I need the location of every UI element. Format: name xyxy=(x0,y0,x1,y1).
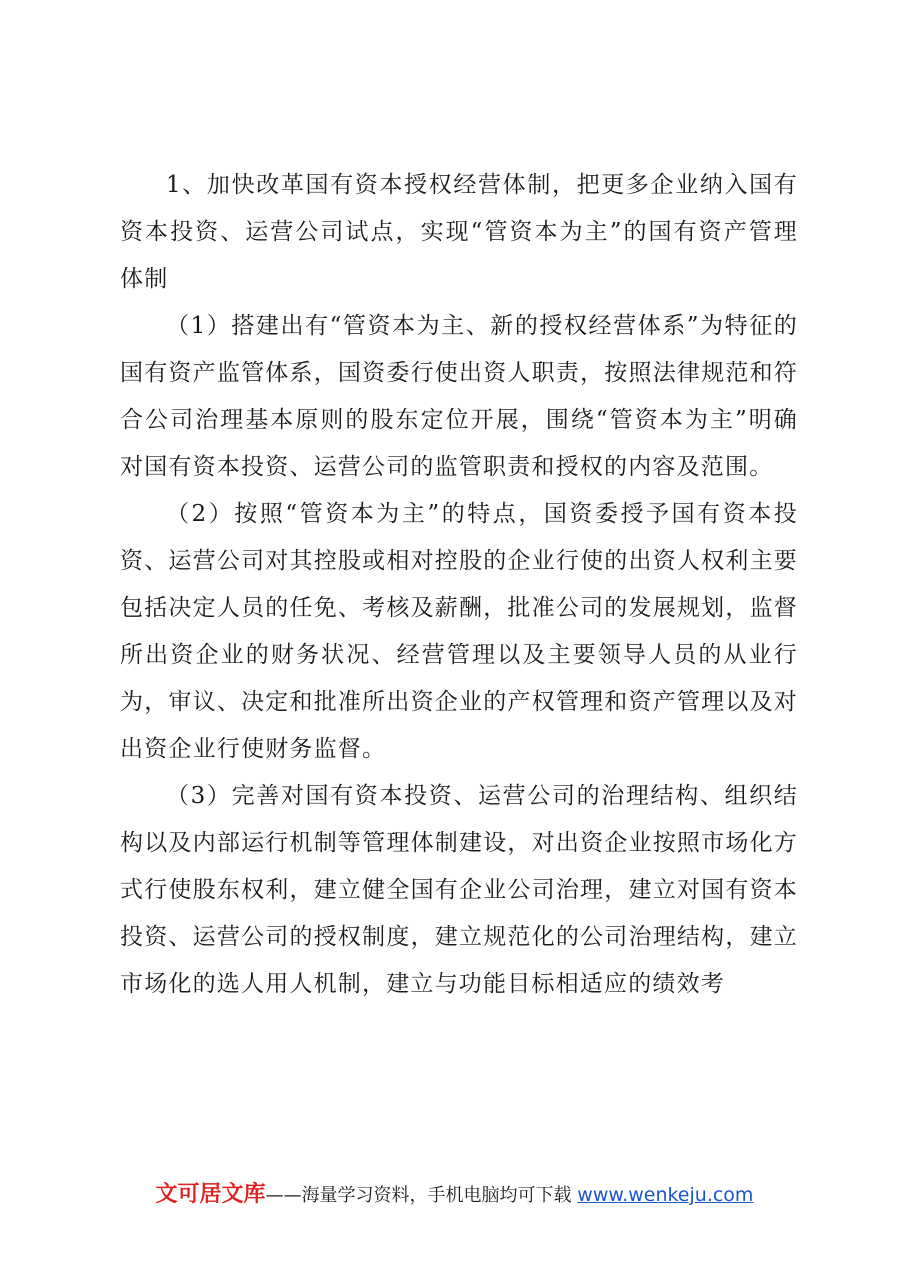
document-body xyxy=(120,162,798,1008)
page-footer xyxy=(0,1180,909,1211)
paragraph-item-1: （1）搭建出有“管资本为主、新的授权经营体系”为特征的国有资产监管体系，国资委行使出资人职责，按照法律规范和符合公司治理基本原则的股东定位开展，围绕“管资本为主”明确对国有资本投资、运营公司的监管职责和授权的内容及范围。 xyxy=(120,313,798,480)
paragraph-heading: 1、加快改革国有资本授权经营体制，把更多企业纳入国有资本投资、运营公司试点，实现“管资本为主”的国有资产管理体制 xyxy=(120,172,798,292)
footer-tagline: 海量学习资料，手机电脑均可下载 xyxy=(301,1185,572,1206)
paragraph-item-2: （2）按照“管资本为主”的特点，国资委授予国有资本投资、运营公司对其控股或相对控股的企业行使的出资人权利主要包括决定人员的任免、考核及薪酬，批准公司的发展规划，监督所出资企业的财务状况、经营管理以及主要领导人员的从业行为，审议、决定和批准所出资企业的产权管理和资产管理以及对出资企业行使财务监督。 xyxy=(120,501,798,762)
footer-separator: —— xyxy=(265,1185,302,1206)
paragraph-item-3: （3）完善对国有资本投资、运营公司的治理结构、组织结构以及内部运行机制等管理体制建设，对出资企业按照市场化方式行使股东权利，建立健全国有企业公司治理，建立对国有资本投资、运营公司的授权制度，建立规范化的公司治理结构，建立市场化的选人用人机制，建立与功能目标相适应的绩效考 xyxy=(120,783,798,997)
footer-site-link[interactable]: www.wenkeju.com xyxy=(577,1184,754,1206)
footer-brand: 文可居文库 xyxy=(155,1182,266,1207)
